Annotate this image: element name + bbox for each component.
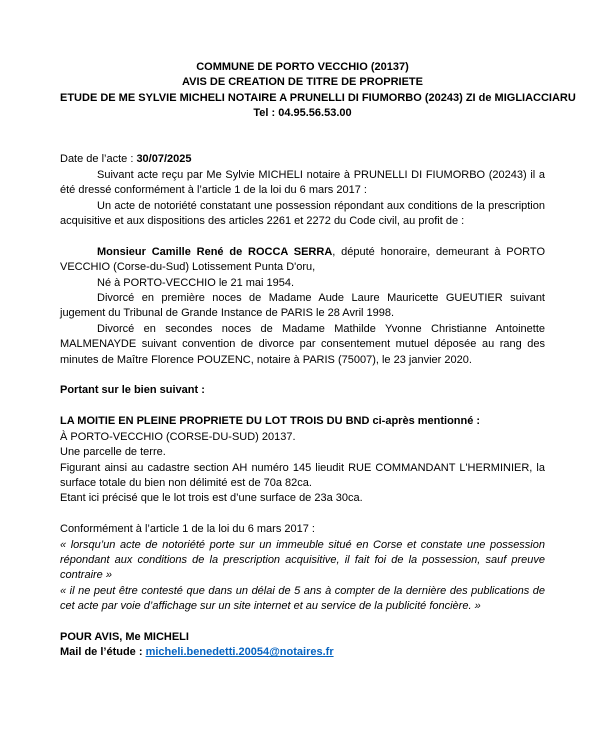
- act-date-label: Date de l’acte :: [60, 153, 137, 166]
- property-lot-title: LA MOITIE EN PLEINE PROPRIETE DU LOT TROIS DU BND ci-après mentionné :: [60, 415, 481, 428]
- header-avis-title: AVIS DE CREATION DE TITRE DE PROPRIETE: [181, 76, 423, 89]
- spacer: [60, 615, 545, 630]
- property-description: Une parcelle de terre.: [60, 446, 166, 459]
- legal-quote-1: « lorsqu’un acte de notoriété porte sur un immeuble situé en Corse et constate une possession répondant aux conditions de la prescription acquisitive, il fait foi de la possession, sauf preuve contraire »: [60, 538, 545, 582]
- act-date-line: [60, 152, 545, 167]
- property-location: À PORTO-VECCHIO (CORSE-DU-SUD) 20137.: [60, 430, 296, 443]
- beneficiary-paragraph: [60, 245, 545, 276]
- beneficiary-birth: Né à PORTO-VECCHIO le 21 mai 1954.: [97, 276, 295, 289]
- property-cadastre: Figurant ainsi au cadastre section AH numéro 145 lieudit RUE COMMANDANT L'HERMINIER, la surface totale du bien non délimité est de 70a 82ca.: [60, 461, 545, 489]
- beneficiary-details: , député honoraire, demeurant à PORTO VECCHIO (Corse-du-Sud) Lotissement Punta D'oru,: [60, 245, 545, 274]
- header-etude: ETUDE DE ME SYLVIE MICHELI NOTAIRE A PRUNELLI DI FIUMORBO (20243) ZI de MIGLIACCIARU: [60, 91, 576, 104]
- legal-intro: Conformément à l’article 1 de la loi du 6 mars 2017 :: [60, 523, 315, 536]
- spacer: [60, 507, 545, 522]
- signature-line: POUR AVIS, Me MICHELI: [60, 630, 189, 643]
- header-commune: COMMUNE DE PORTO VECCHIO (20137): [196, 61, 409, 73]
- mail-label: Mail de l’étude :: [60, 646, 146, 659]
- act-received-paragraph: Suivant acte reçu par Me Sylvie MICHELI notaire à PRUNELLI DI FIUMORBO (20243) il a été dressé conformément à l’article 1 de la loi du 6 mars 2017 :: [60, 168, 545, 197]
- spacer: [60, 399, 545, 414]
- spacer: [60, 122, 545, 153]
- beneficiary-divorce1: Divorcé en première noces de Madame Aude Laure Mauricette GUEUTIER suivant jugement du Tribunal de Grande Instance de PARIS le 28 Avril 1998.: [60, 292, 545, 320]
- property-heading: Portant sur le bien suivant :: [60, 384, 205, 397]
- act-notoriete-paragraph: Un acte de notoriété constatant une possession répondant aux conditions de la prescription acquisitive et aux dispositions des articles 2261 et 2272 du Code civil, au profit de :: [60, 199, 545, 228]
- mail-line: [60, 645, 545, 660]
- act-date-value: 30/07/2025: [136, 153, 192, 166]
- beneficiary-divorce2: Divorcé en secondes noces de Madame Mathilde Yvonne Christianne Antoinette MALMENAYDE suivant convention de divorce par consentement mutuel déposée au rang des minutes de Maître Florence POUZENC, notaire à PARIS (75007), le 23 janvier 2020.: [60, 322, 545, 366]
- property-lot-surface: Etant ici précisé que le lot trois est d’une surface de 23a 30ca.: [60, 492, 363, 505]
- spacer: [60, 368, 545, 383]
- etude-email-link[interactable]: micheli.benedetti.20054@notaires.fr: [145, 646, 334, 659]
- document-header: [60, 60, 576, 122]
- legal-quote-2: « il ne peut être contesté que dans un délai de 5 ans à compter de la dernière des publications de cet acte par voie d’affichage sur un site internet et au service de la publicité foncière. »: [60, 584, 545, 613]
- header-telephone: Tel : 04.95.56.53.00: [253, 107, 352, 120]
- spacer: [60, 229, 545, 244]
- beneficiary-name: Monsieur Camille René de ROCCA SERRA: [97, 245, 333, 258]
